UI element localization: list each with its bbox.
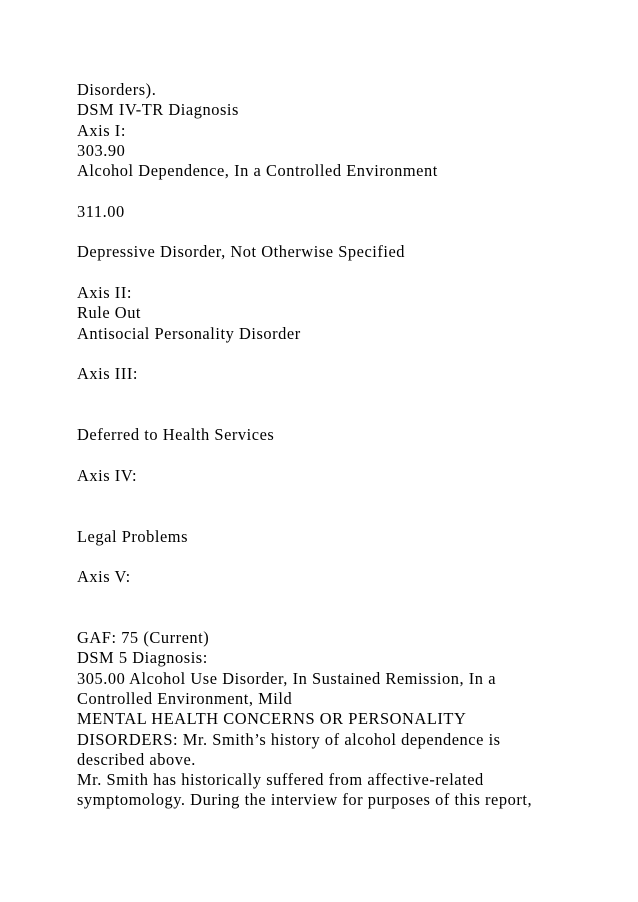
axis-ii-label: Axis II: [77, 282, 132, 302]
diagnosis-description: Deferred to Health Services [77, 425, 275, 445]
text-line: DISORDERS: Mr. Smith’s history of alcohol dependence is [77, 729, 501, 749]
blank-line [77, 486, 617, 506]
axis-iii-label: Axis III: [77, 364, 138, 384]
axis-v-label: Axis V: [77, 567, 131, 587]
diagnosis-description: Depressive Disorder, Not Otherwise Specified [77, 242, 406, 262]
blank-line [77, 405, 617, 425]
blank-line [77, 506, 617, 526]
text-line: Disorders). [77, 80, 157, 99]
diagnosis-description: Legal Problems [77, 526, 189, 546]
blank-line [77, 181, 617, 201]
text-line: Rule Out [77, 303, 142, 323]
document-body [77, 80, 617, 811]
text-line: symptomology. During the interview for purposes of this report, [77, 790, 533, 810]
section-heading-dsm-iv-tr: DSM IV-TR Diagnosis [77, 100, 239, 120]
text-line: described above. [77, 749, 196, 769]
diagnosis-description: Antisocial Personality Disorder [77, 323, 301, 343]
diagnosis-description: Alcohol Dependence, In a Controlled Environment [77, 161, 438, 181]
blank-line [77, 344, 617, 364]
diagnosis-code: 303.90 [77, 140, 126, 160]
blank-line [77, 445, 617, 465]
blank-line [77, 547, 617, 567]
blank-line [77, 587, 617, 607]
text-line: MENTAL HEALTH CONCERNS OR PERSONALITY [77, 709, 467, 729]
axis-iv-label: Axis IV: [77, 465, 138, 485]
text-line: Mr. Smith has historically suffered from affective-related [77, 770, 484, 790]
axis-i-label: Axis I: [77, 120, 126, 140]
text-line: 305.00 Alcohol Use Disorder, In Sustained Remission, In a [77, 668, 497, 688]
blank-line [77, 608, 617, 628]
section-heading-dsm-5: DSM 5 Diagnosis: [77, 648, 208, 668]
gaf-score: GAF: 75 (Current) [77, 628, 210, 648]
diagnosis-code: 311.00 [77, 201, 125, 221]
blank-line [77, 263, 617, 283]
blank-line [77, 384, 617, 404]
blank-line [77, 222, 617, 242]
text-line: Controlled Environment, Mild [77, 688, 293, 708]
